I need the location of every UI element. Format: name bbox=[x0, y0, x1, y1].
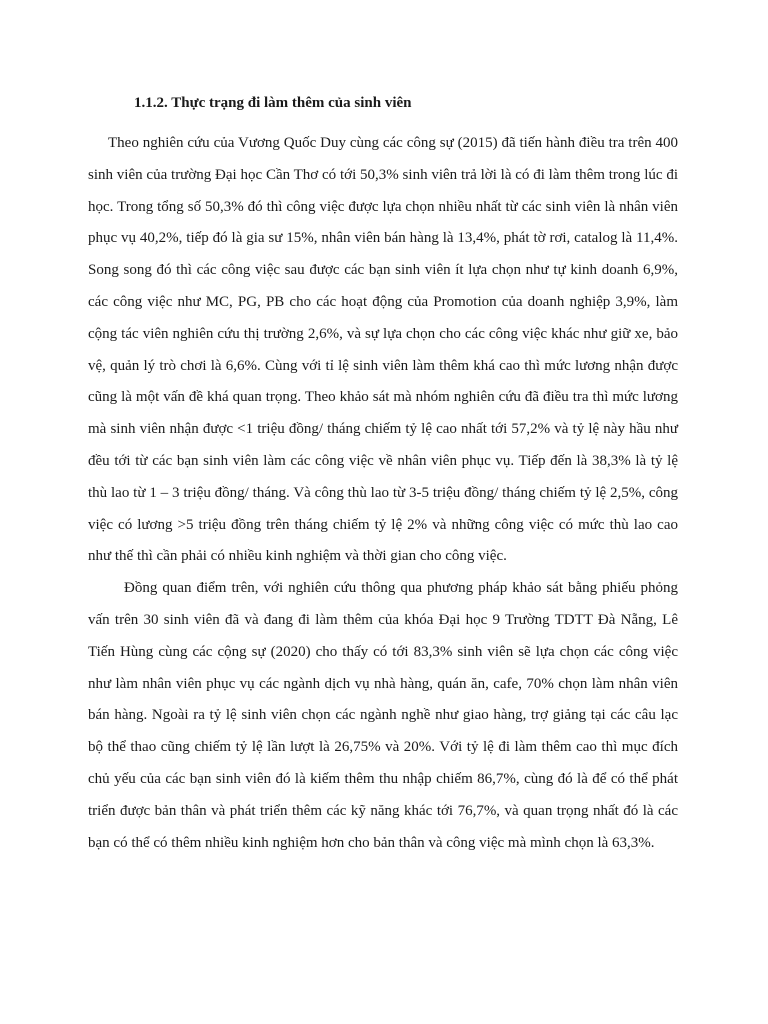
paragraph-1: Theo nghiên cứu của Vương Quốc Duy cùng các công sự (2015) đã tiến hành điều tra trên 400 sinh viên của trường Đại học Cần Thơ có tới 50,3% sinh viên trả lời là có đi làm thêm trong lúc đi học. Trong tổng số 50,3% đó thì công việc được lựa chọn nhiều nhất từ các sinh viên là nhân viên phục vụ 40,2%, tiếp đó là gia sư 15%, nhân viên bán hàng là 13,4%, phát tờ rơi, catalog là 11,4%. Song song đó thì các công việc sau được các bạn sinh viên ít lựa chọn như tự kinh doanh 6,9%, các công việc như MC, PG, PB cho các hoạt động của Promotion của doanh nghiệp 3,9%, làm cộng tác viên nghiên cứu thị trường 2,6%, và sự lựa chọn cho các công việc khác như giữ xe, bảo vệ, quản lý trò chơi là 6,6%. Cùng với tỉ lệ sinh viên làm thêm khá cao thì mức lương nhận được cũng là một vấn đề khá quan trọng. Theo khảo sát mà nhóm nghiên cứu đã điều tra thì mức lương mà sinh viên nhận được <1 triệu đồng/ tháng chiếm tỷ lệ cao nhất tới 57,2% và tỷ lệ này hầu như đều tới từ các bạn sinh viên làm các công việc về nhân viên phục vụ. Tiếp đến là 38,3% là tỷ lệ thù lao từ 1 – 3 triệu đồng/ tháng. Và công thù lao từ 3-5 triệu đồng/ tháng chiếm tỷ lệ 2,5%, công việc có lương >5 triệu đồng trên tháng chiếm tỷ lệ 2% và những công việc có mức thù lao cao như thế thì cần phải có nhiều kinh nghiệm và thời gian cho công việc. bbox=[88, 135, 678, 565]
section-heading: 1.1.2. Thực trạng đi làm thêm của sinh viên bbox=[134, 95, 412, 111]
paragraph-2: Đồng quan điểm trên, với nghiên cứu thông qua phương pháp khảo sát bằng phiếu phỏng vấn trên 30 sinh viên đã và đang đi làm thêm của khóa Đại học 9 Trường TDTT Đà Nẵng, Lê Tiến Hùng cùng các cộng sự (2020) cho thấy có tới 83,3% sinh viên sẽ lựa chọn các công việc như làm nhân viên phục vụ các ngành dịch vụ nhà hàng, quán ăn, cafe, 70% chọn làm nhân viên bán hàng. Ngoài ra tỷ lệ sinh viên chọn các ngành nghề như giao hàng, trợ giảng tại các câu lạc bộ thể thao cũng chiếm tỷ lệ lần lượt là 26,75% và 20%. Với tỷ lệ đi làm thêm cao thì mục đích chủ yếu của các bạn sinh viên đó là kiếm thêm thu nhập chiếm 86,7%, cùng đó là để có thể phát triển được bản thân và phát triển thêm các kỹ năng khác tới 76,7%, và quan trọng nhất đó là các bạn có thể có thêm nhiều kinh nghiệm hơn cho bản thân và công việc mà mình chọn là 63,3%. bbox=[88, 580, 678, 851]
document-body bbox=[88, 88, 678, 859]
